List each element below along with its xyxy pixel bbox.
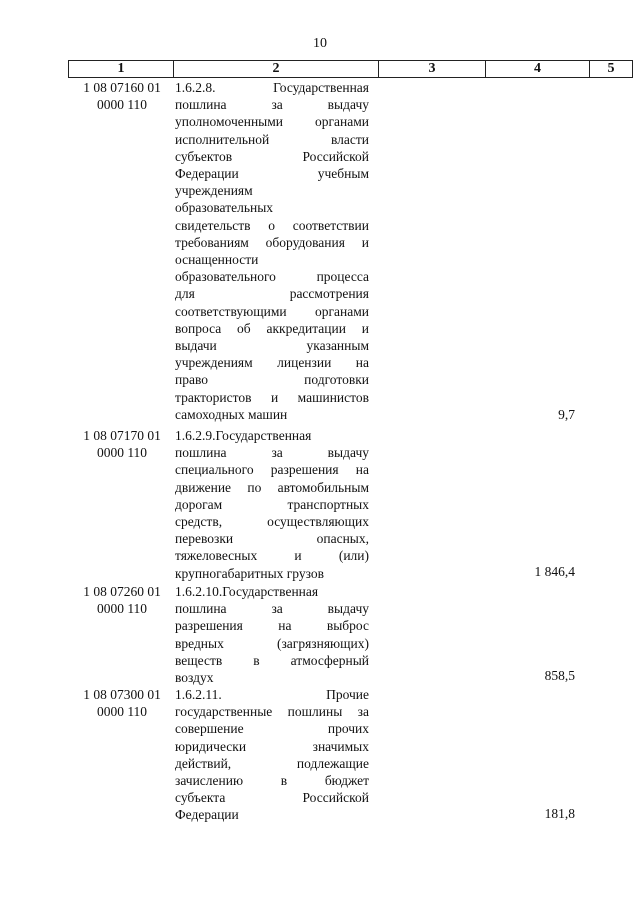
row-1-name (175, 79, 369, 423)
name-line: движение по автомобильным (175, 479, 369, 495)
name-line: пошлина за выдачу (175, 445, 369, 461)
row-1-amount: 9,7 (558, 407, 575, 422)
name-line: действий, подлежащие (175, 755, 369, 771)
code-line: 1 08 07260 01 (83, 584, 161, 599)
name-line: государственные пошлины за (175, 704, 369, 720)
name-line: пошлина за выдачу (175, 601, 369, 617)
code-line: 0000 110 (96, 601, 148, 617)
column-header-3: 3 (379, 61, 486, 77)
code-line: 1 08 07300 01 (83, 687, 161, 702)
name-line: вопроса об аккредитации и (175, 320, 369, 336)
name-line: вредных (загрязняющих) (175, 635, 369, 651)
row-4-amount: 181,8 (544, 806, 575, 821)
name-line: выдачи указанным (175, 338, 369, 354)
name-line: право подготовки (175, 372, 369, 388)
row-2-amount: 1 846,4 (534, 564, 575, 579)
name-line: средств, осуществляющих (175, 514, 369, 530)
name-line: учреждениям (175, 183, 253, 199)
name-line: образовательных (175, 200, 274, 216)
name-line: крупногабаритных грузов (175, 565, 325, 581)
name-line: совершение прочих (175, 721, 369, 737)
column-header-1: 1 (69, 61, 174, 77)
code-line: 1 08 07160 01 (83, 80, 161, 95)
row-4-name (175, 686, 369, 824)
name-line: требованиям оборудования и (175, 234, 369, 250)
table-header (68, 60, 633, 78)
name-line: воздух (175, 670, 214, 686)
name-line: 1.6.2.10.Государственная (175, 584, 319, 599)
name-line: трактористов и машинистов (175, 389, 369, 405)
name-line: специального разрешения на (175, 462, 369, 478)
name-line: субъектов Российской (175, 148, 369, 164)
name-line: веществ в атмосферный (175, 652, 369, 668)
name-line: учреждениям лицензии на (175, 355, 369, 371)
name-line: для рассмотрения (175, 286, 369, 302)
code-line: 1 08 07170 01 (83, 428, 161, 443)
column-header-5: 5 (607, 61, 615, 76)
name-line: разрешения на выброс (175, 618, 369, 634)
code-line: 0000 110 (96, 97, 148, 113)
row-2-name (175, 427, 369, 582)
name-line: дорогам транспортных (175, 496, 369, 512)
code-line: 0000 110 (96, 445, 148, 461)
name-line: тяжеловесных и (или) (175, 548, 369, 564)
name-line: самоходных машин (175, 406, 288, 422)
name-line: уполномоченными органами (175, 114, 369, 130)
row-2-code (72, 427, 172, 461)
name-line: перевозки опасных, (175, 531, 369, 547)
column-header-4: 4 (486, 61, 590, 77)
name-line: субъекта Российской (175, 790, 369, 806)
row-4-code (72, 686, 172, 720)
row-3-code (72, 583, 172, 617)
code-line: 0000 110 (96, 704, 148, 720)
row-1-code (72, 79, 172, 113)
column-header-2: 2 (174, 61, 379, 77)
name-line: оснащенности (175, 252, 259, 268)
name-line: свидетельств о соответствии (175, 217, 369, 233)
name-line: образовательного процесса (175, 269, 369, 285)
row-3-name (175, 583, 369, 686)
name-line: соответствующими органами (175, 303, 369, 319)
name-line: 1.6.2.11. Прочие (175, 687, 369, 702)
name-line: зачислению в бюджет (175, 773, 369, 789)
name-line: пошлина за выдачу (175, 97, 369, 113)
name-line: юридически значимых (175, 738, 369, 754)
name-line: Федерации учебным (175, 166, 369, 182)
name-line: Федерации (175, 807, 239, 823)
name-line: 1.6.2.8. Государственная (175, 80, 369, 95)
name-line: 1.6.2.9.Государственная (175, 428, 312, 443)
name-line: исполнительной власти (175, 131, 369, 147)
page-number: 10 (313, 36, 327, 51)
row-3-amount: 858,5 (544, 668, 575, 683)
